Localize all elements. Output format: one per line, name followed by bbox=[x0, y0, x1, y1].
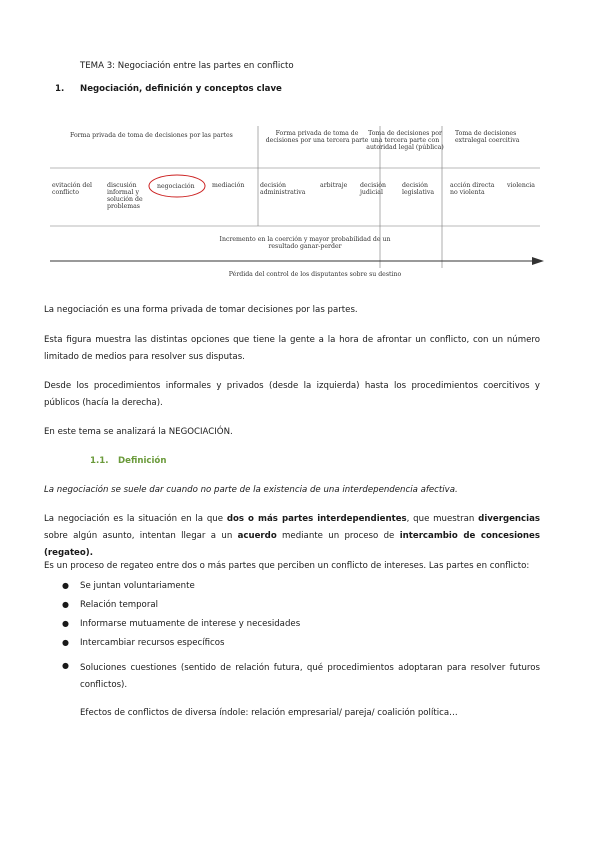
bullet-item: Se juntan voluntariamente bbox=[80, 581, 195, 591]
paragraph-3: Desde los procedimientos informales y privados (desde la izquierda) hasta los procedimientos coercitivos y públicos (hacía la derecha). bbox=[44, 381, 540, 408]
topic-title: TEMA 3: Negociación entre las partes en conflicto bbox=[80, 61, 294, 71]
cell-decision-admin: decisión administrativa bbox=[260, 182, 306, 196]
header-private-third: Forma privada de toma de decisiones por una tercera parte bbox=[265, 130, 369, 144]
paragraph-2: Esta figura muestra las distintas opciones que tiene la gente a la hora de afrontar un conflicto, con un número limitado de medios para resolver sus disputas. bbox=[44, 335, 540, 362]
definition-paragraph: La negociación es la situación en la que dos o más partes interdependientes, que muestran divergencias sobre algún asunto, intentan llegar a un acuerdo mediante un proceso de intercambio de concesiones (regateo). bbox=[44, 514, 540, 558]
bullet-item: Informarse mutuamente de interese y necesidades bbox=[80, 619, 301, 629]
cell-arbitraje: arbitraje bbox=[320, 182, 348, 189]
bullet-item: Soluciones cuestiones (sentido de relación futura, qué procedimientos adoptaran para resolver futuros conflictos). bbox=[80, 663, 540, 690]
coercion-label: Incremento en la coerción y mayor probabilidad de un resultado ganar-perder bbox=[219, 236, 391, 250]
section-title: Negociación, definición y conceptos clave bbox=[80, 84, 282, 94]
paragraph-4: En este tema se analizará la NEGOCIACIÓN. bbox=[44, 427, 233, 437]
conflict-figure bbox=[50, 118, 545, 283]
bullet-dot-icon: ● bbox=[62, 600, 69, 609]
section-number: 1. bbox=[55, 84, 65, 94]
cell-decision-legislativa: decisión legislativa bbox=[402, 182, 435, 196]
cell-negociacion: negociación bbox=[157, 183, 195, 190]
bullet-item: Relación temporal bbox=[80, 600, 159, 610]
bullet-item: Intercambiar recursos específicos bbox=[80, 638, 225, 648]
paragraph-1: La negociación es una forma privada de tomar decisiones por las partes. bbox=[44, 305, 358, 315]
bullet-dot-icon: ● bbox=[62, 661, 69, 670]
cell-accion-directa: acción directa no violenta bbox=[450, 182, 495, 196]
header-private-parties: Forma privada de toma de decisiones por las partes bbox=[70, 132, 233, 139]
cell-evitacion: evitación del conflicto bbox=[52, 182, 93, 196]
closing-paragraph: Efectos de conflictos de diversa índole: relación empresarial/ pareja/ coalición política… bbox=[80, 708, 458, 718]
bullet-dot-icon: ● bbox=[62, 638, 69, 647]
cell-decision-judicial: decisión judicial bbox=[360, 182, 386, 196]
subsection-number: 1.1. bbox=[90, 456, 109, 466]
definition-italic: La negociación se suele dar cuando no parte de la existencia de una interdependencia afectiva. bbox=[44, 485, 458, 495]
header-legal-third: Toma de decisiones por una tercera parte con autoridad legal (pública) bbox=[366, 130, 444, 151]
bullet-dot-icon: ● bbox=[62, 581, 69, 590]
arrow-label: Pérdida del control de los disputantes sobre su destino bbox=[228, 271, 402, 278]
header-extralegal: Toma de decisiones extralegal coercitiva bbox=[455, 130, 520, 144]
cell-mediacion: mediación bbox=[212, 182, 245, 189]
process-paragraph: Es un proceso de regateo entre dos o más partes que perciben un conflicto de intereses. Las partes en conflicto: bbox=[44, 561, 530, 571]
cell-violencia: violencia bbox=[507, 182, 535, 189]
cell-discusion: discusión informal y solución de problemas bbox=[107, 182, 143, 210]
subsection-title: Definición bbox=[118, 456, 167, 466]
bullet-dot-icon: ● bbox=[62, 619, 69, 628]
